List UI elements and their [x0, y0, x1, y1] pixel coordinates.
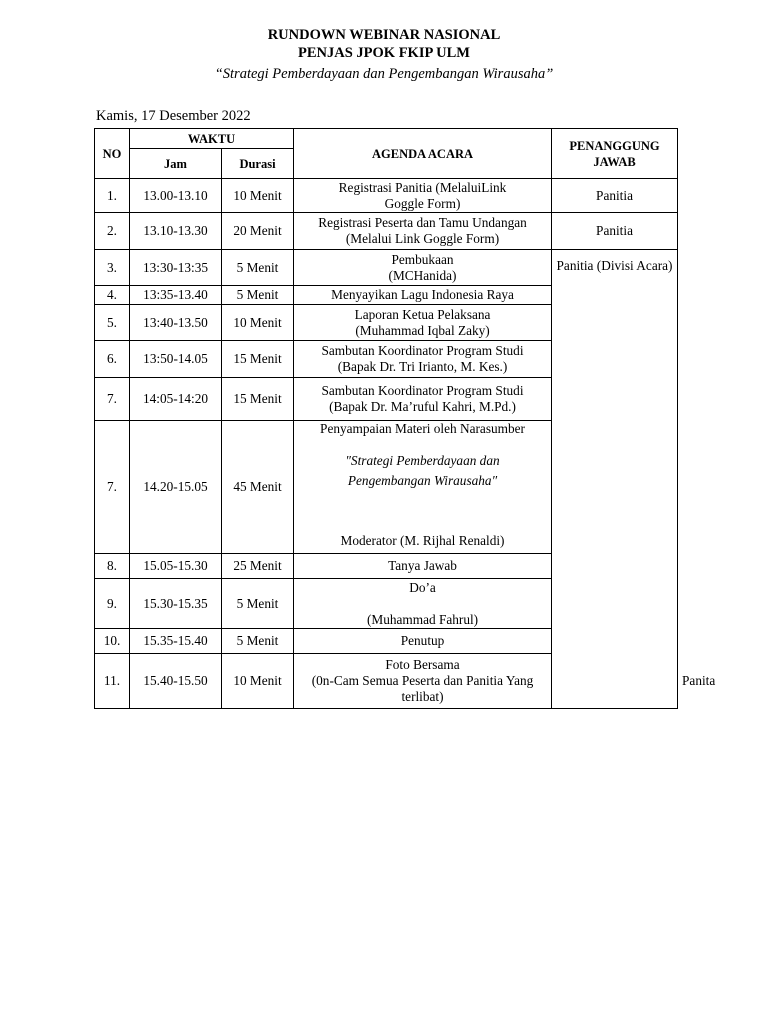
- materi-title-line: Pengembangan Wirausaha″: [347, 473, 498, 488]
- cell-no: 2.: [95, 213, 130, 250]
- cell-durasi: 25 Menit: [222, 554, 294, 579]
- cell-jam: 13:35-13.40: [130, 286, 222, 305]
- agenda-line: (Muhammad Fahrul): [366, 611, 479, 627]
- agenda-line: Sambutan Koordinator Program Studi: [321, 383, 524, 398]
- table-row: [95, 250, 678, 286]
- cell-agenda: [294, 654, 552, 709]
- cell-jam: 15.05-15.30: [130, 554, 222, 579]
- cell-durasi: 10 Menit: [222, 179, 294, 213]
- document-header: [0, 26, 768, 84]
- cell-agenda: [294, 421, 552, 554]
- cell-jam: 13:30-13:35: [130, 250, 222, 286]
- cell-jam: 15.35-15.40: [130, 629, 222, 654]
- agenda-line: (Muhammad Iqbal Zaky): [355, 322, 490, 338]
- cell-agenda: [294, 579, 552, 629]
- header-waktu: WAKTU: [130, 129, 294, 149]
- cell-agenda: Menyayikan Lagu Indonesia Raya: [294, 286, 552, 305]
- table-row: [95, 213, 678, 250]
- cell-jam: 15.30-15.35: [130, 579, 222, 629]
- agenda-line: Penyampaian Materi oleh Narasumber: [320, 421, 525, 436]
- cell-no: 7.: [95, 378, 130, 421]
- cell-agenda: [294, 378, 552, 421]
- cell-no: 10.: [95, 629, 130, 654]
- table-row: 11. 15.40-15.50 10 Menit Foto Bersama (0n-Cam Semua Peserta dan Panitia Yang terlibat) Panita: [95, 654, 678, 709]
- cell-durasi: 5 Menit: [222, 286, 294, 305]
- header-no: NO: [95, 129, 130, 179]
- table-row: [95, 179, 678, 213]
- cell-jam: 13.00-13.10: [130, 179, 222, 213]
- agenda-line: Pembukaan: [391, 251, 454, 267]
- agenda-line: Registrasi Peserta dan Tamu Undangan: [318, 215, 527, 230]
- cell-pj: Panitia: [552, 179, 678, 213]
- cell-jam: 15.40-15.50: [130, 654, 222, 709]
- cell-no: 3.: [95, 250, 130, 286]
- header-jam: Jam: [130, 149, 222, 179]
- cell-durasi: 10 Menit: [222, 654, 294, 709]
- agenda-line: (Bapak Dr. Ma’ruful Kahri, M.Pd.): [329, 399, 516, 414]
- cell-no: 1.: [95, 179, 130, 213]
- cell-durasi: 15 Menit: [222, 341, 294, 378]
- cell-pj: Panitia: [552, 213, 678, 250]
- cell-agenda: [294, 179, 552, 213]
- cell-durasi: 5 Menit: [222, 579, 294, 629]
- merged-pj-text: Panitia (Divisi Acara): [556, 258, 673, 273]
- cell-no: 5.: [95, 305, 130, 341]
- header-durasi: Durasi: [222, 149, 294, 179]
- materi-title: [298, 451, 547, 491]
- cell-agenda: [294, 213, 552, 250]
- event-date: Kamis, 17 Desember 2022: [96, 108, 251, 124]
- agenda-line: Foto Bersama: [385, 657, 460, 672]
- cell-no: 11.: [95, 654, 130, 709]
- cell-agenda: [294, 305, 552, 341]
- agenda-line: Goggle Form): [384, 195, 461, 211]
- cell-pj-merged: [552, 250, 678, 709]
- agenda-line: (Melalui Link Goggle Form): [345, 231, 500, 246]
- agenda-line: terlibat): [401, 689, 444, 704]
- cell-agenda: [294, 341, 552, 378]
- agenda-line: Laporan Ketua Pelaksana: [354, 306, 491, 322]
- cell-no: 6.: [95, 341, 130, 378]
- header-pj-line2: JAWAB: [593, 154, 636, 169]
- document-title: RUNDOWN WEBINAR NASIONAL: [267, 27, 501, 43]
- cell-no: 9.: [95, 579, 130, 629]
- cell-durasi: 20 Menit: [222, 213, 294, 250]
- cell-durasi: 45 Menit: [222, 421, 294, 554]
- cell-durasi: 5 Menit: [222, 629, 294, 654]
- cell-durasi: 10 Menit: [222, 305, 294, 341]
- cell-jam: 13:50-14.05: [130, 341, 222, 378]
- agenda-line: (MCHanida): [388, 267, 457, 283]
- cell-no: 8.: [95, 554, 130, 579]
- cell-agenda: Penutup: [294, 629, 552, 654]
- agenda-line: Registrasi Panitia (MelaluiLink: [338, 179, 507, 195]
- cell-no: 7.: [95, 421, 130, 554]
- materi-title-line: ″Strategi Pemberdayaan dan: [345, 453, 500, 468]
- agenda-line: Sambutan Koordinator Program Studi: [321, 343, 524, 358]
- cell-jam: 14.20-15.05: [130, 421, 222, 554]
- header-agenda: AGENDA ACARA: [294, 129, 552, 179]
- agenda-line: (Bapak Dr. Tri Irianto, M. Kes.): [337, 359, 508, 374]
- header-penanggung-jawab: [552, 129, 678, 179]
- cell-jam: 13:40-13.50: [130, 305, 222, 341]
- cell-durasi: 5 Menit: [222, 250, 294, 286]
- agenda-line: (0n-Cam Semua Peserta dan Panitia Yang: [311, 673, 534, 688]
- document-theme: “Strategi Pemberdayaan dan Pengembangan Wirausaha”: [214, 66, 554, 82]
- cell-agenda: Tanya Jawab: [294, 554, 552, 579]
- agenda-line: Do’a: [409, 579, 436, 595]
- moderator-line: Moderator (M. Rijhal Renaldi): [340, 533, 505, 548]
- rundown-table: [94, 128, 716, 709]
- document-subtitle: PENJAS JPOK FKIP ULM: [298, 45, 470, 61]
- cell-durasi: 15 Menit: [222, 378, 294, 421]
- cell-jam: 13.10-13.30: [130, 213, 222, 250]
- cell-jam: 14:05-14:20: [130, 378, 222, 421]
- cell-agenda: [294, 250, 552, 286]
- cell-no: 4.: [95, 286, 130, 305]
- header-pj-line1: PENANGGUNG: [569, 138, 660, 153]
